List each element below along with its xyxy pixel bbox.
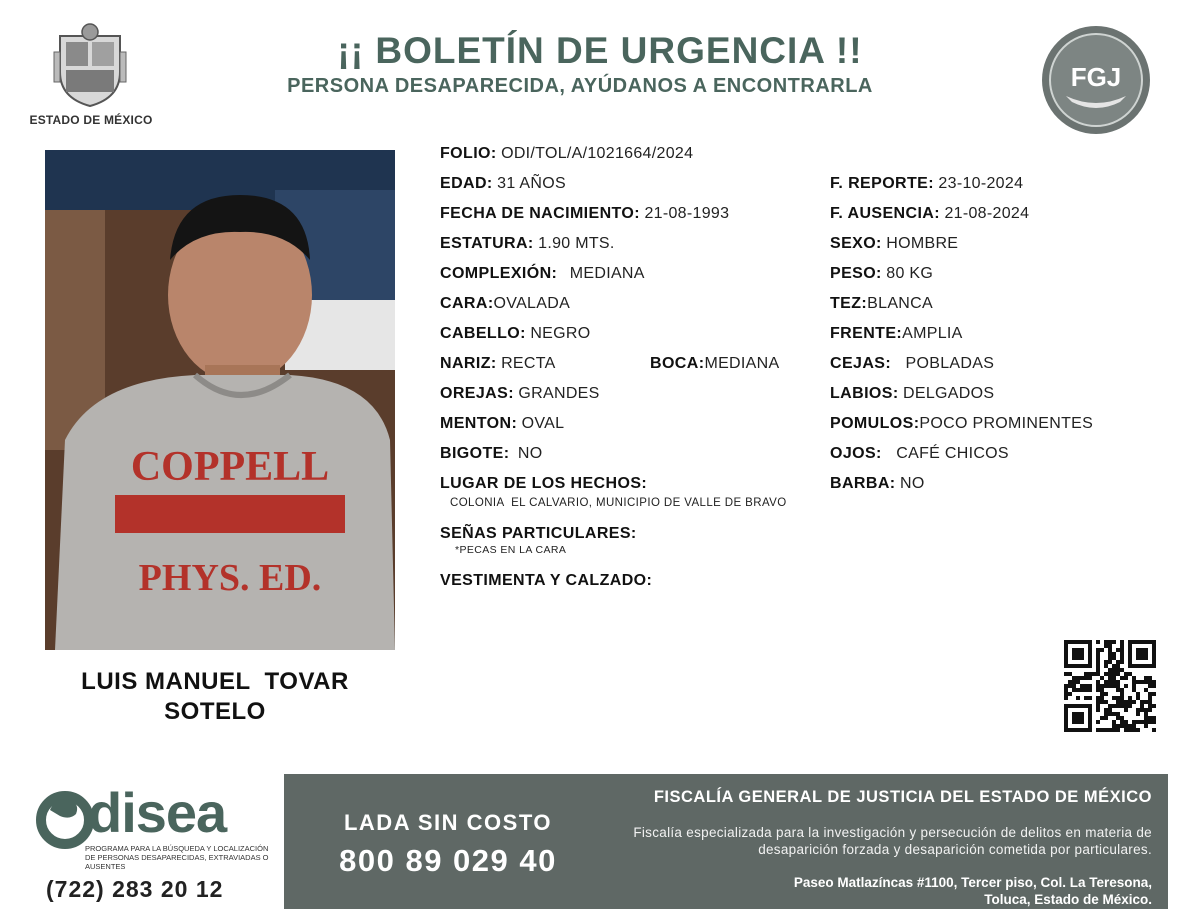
field-cejas xyxy=(830,354,994,374)
pomulos-value: POCO PROMINENTES xyxy=(919,415,1094,432)
field-cabello xyxy=(440,324,590,344)
name-line-1: LUIS MANUEL TOVAR xyxy=(81,668,349,695)
lugar-label: LUGAR DE LOS HECHOS: xyxy=(440,475,648,492)
qr-code[interactable] xyxy=(1064,640,1156,732)
frente-value: AMPLIA xyxy=(902,325,963,342)
menton-value: OVAL xyxy=(521,415,565,432)
field-barba xyxy=(830,474,925,494)
svg-text:FGJ: FGJ xyxy=(1070,62,1122,92)
nariz-label: NARIZ: xyxy=(440,355,497,372)
fiscalia-title: FISCALÍA GENERAL DE JUSTICIA DEL ESTADO DE MÉXICO xyxy=(653,788,1152,806)
field-menton xyxy=(440,414,564,434)
ojos-value: CAFÉ CHICOS xyxy=(896,445,1009,462)
bigote-label: BIGOTE: xyxy=(440,445,510,462)
sexo-value: HOMBRE xyxy=(886,235,959,252)
missing-person-name xyxy=(40,667,390,727)
svg-text:PHYS. ED.: PHYS. ED. xyxy=(138,557,322,599)
peso-value: 80 KG xyxy=(886,265,934,282)
missing-person-photo xyxy=(45,150,395,650)
field-fecha-ausencia xyxy=(830,204,1029,224)
field-edad xyxy=(440,174,566,194)
svg-text:COPPELL: COPPELL xyxy=(130,444,330,490)
fecha-nacimiento-label: FECHA DE NACIMIENTO: xyxy=(440,205,640,222)
complexion-label: COMPLEXIÓN: xyxy=(440,265,558,282)
fecha-reporte-value: 23-10-2024 xyxy=(938,175,1024,192)
field-fecha-reporte xyxy=(830,174,1023,194)
fiscalia-description: Fiscalía especializada para la investigación y persecución de delitos en materia de desaparición forzada y desaparición cometida por particulares. xyxy=(633,825,1152,857)
fecha-reporte-label: F. REPORTE: xyxy=(830,175,934,192)
nariz-value: RECTA xyxy=(501,355,556,372)
odisea-wordmark: disea xyxy=(88,781,227,844)
orejas-label: OREJAS: xyxy=(440,385,514,402)
sexo-label: SEXO: xyxy=(830,235,882,252)
barba-value: NO xyxy=(899,475,925,492)
field-vestimenta xyxy=(440,571,652,591)
cejas-label: CEJAS: xyxy=(830,355,892,372)
edad-label: EDAD: xyxy=(440,175,493,192)
frente-label: FRENTE: xyxy=(830,325,903,342)
name-line-2: SOTELO xyxy=(164,698,266,725)
fecha-ausencia-value: 21-08-2024 xyxy=(944,205,1030,222)
complexion-value: MEDIANA xyxy=(569,265,645,282)
cara-value: OVALADA xyxy=(493,295,571,312)
field-peso xyxy=(830,264,933,284)
contact-phone[interactable]: (722) 283 20 12 xyxy=(46,876,224,902)
field-pomulos xyxy=(830,414,1093,434)
field-labios xyxy=(830,384,994,404)
toll-free-number[interactable]: 800 89 029 40 xyxy=(339,843,557,878)
field-tez xyxy=(830,294,933,314)
tez-value: BLANCA xyxy=(867,295,933,312)
labios-value: DELGADOS xyxy=(903,385,995,402)
estatura-value: 1.90 MTS. xyxy=(538,235,615,252)
ojos-label: OJOS: xyxy=(830,445,882,462)
odisea-description: PROGRAMA PARA LA BÚSQUEDA Y LOCALIZACIÓN DE PERSONAS DESAPARECIDAS, EXTRAVIADAS O AUSENTES xyxy=(85,844,269,871)
folio-value: ODI/TOL/A/1021664/2024 xyxy=(501,145,694,162)
lugar-value: COLONIA EL CALVARIO, MUNICIPIO DE VALLE DE BRAVO xyxy=(450,497,787,509)
estatura-label: ESTATURA: xyxy=(440,235,534,252)
menton-label: MENTON: xyxy=(440,415,518,432)
cejas-value: POBLADAS xyxy=(905,355,995,372)
orejas-value: GRANDES xyxy=(518,385,600,402)
address-line-2: Toluca, Estado de México. xyxy=(984,892,1152,907)
folio-label: FOLIO: xyxy=(440,145,497,162)
odisea-logo-icon xyxy=(36,790,94,850)
field-sexo xyxy=(830,234,958,254)
field-estatura xyxy=(440,234,615,254)
field-orejas xyxy=(440,384,600,404)
cara-label: CARA: xyxy=(440,295,494,312)
field-complexion xyxy=(440,264,645,284)
fecha-ausencia-label: F. AUSENCIA: xyxy=(830,205,940,222)
field-lugar-label xyxy=(440,474,647,494)
boca-label: BOCA: xyxy=(650,355,705,372)
bulletin-title: ¡¡ BOLETÍN DE URGENCIA !! xyxy=(337,30,863,71)
labios-label: LABIOS: xyxy=(830,385,899,402)
fecha-nacimiento-value: 21-08-1993 xyxy=(644,205,730,222)
edad-value: 31 AÑOS xyxy=(497,175,566,192)
field-fecha-nacimiento xyxy=(440,204,729,224)
field-nariz xyxy=(440,354,556,374)
field-ojos xyxy=(830,444,1009,464)
field-cara xyxy=(440,294,570,314)
state-name: ESTADO DE MÉXICO xyxy=(29,113,153,127)
toll-free-label: LADA SIN COSTO xyxy=(343,810,552,835)
bulletin-subtitle: PERSONA DESAPARECIDA, AYÚDANOS A ENCONTRARLA xyxy=(287,75,873,97)
pomulos-label: POMULOS: xyxy=(830,415,920,432)
cabello-label: CABELLO: xyxy=(440,325,526,342)
senas-value: *PECAS EN LA CARA xyxy=(455,544,567,556)
vestimenta-label: VESTIMENTA Y CALZADO: xyxy=(440,572,653,589)
boca-value: MEDIANA xyxy=(704,355,780,372)
cabello-value: NEGRO xyxy=(530,325,591,342)
barba-label: BARBA: xyxy=(830,475,896,492)
tez-label: TEZ: xyxy=(830,295,868,312)
address-line-1: Paseo Matlazíncas #1100, Tercer piso, Col. La Teresona, xyxy=(793,875,1152,890)
senas-label: SEÑAS PARTICULARES: xyxy=(440,525,637,542)
fgj-seal-logo xyxy=(1040,24,1152,136)
field-boca xyxy=(650,354,779,374)
field-senas-label xyxy=(440,524,637,544)
bigote-value: NO xyxy=(517,445,543,462)
field-frente xyxy=(830,324,963,344)
field-folio xyxy=(440,144,693,164)
fiscalia-address xyxy=(604,874,1152,908)
field-bigote xyxy=(440,444,543,464)
estado-de-mexico-coat-of-arms-logo xyxy=(52,22,128,108)
peso-label: PESO: xyxy=(830,265,882,282)
